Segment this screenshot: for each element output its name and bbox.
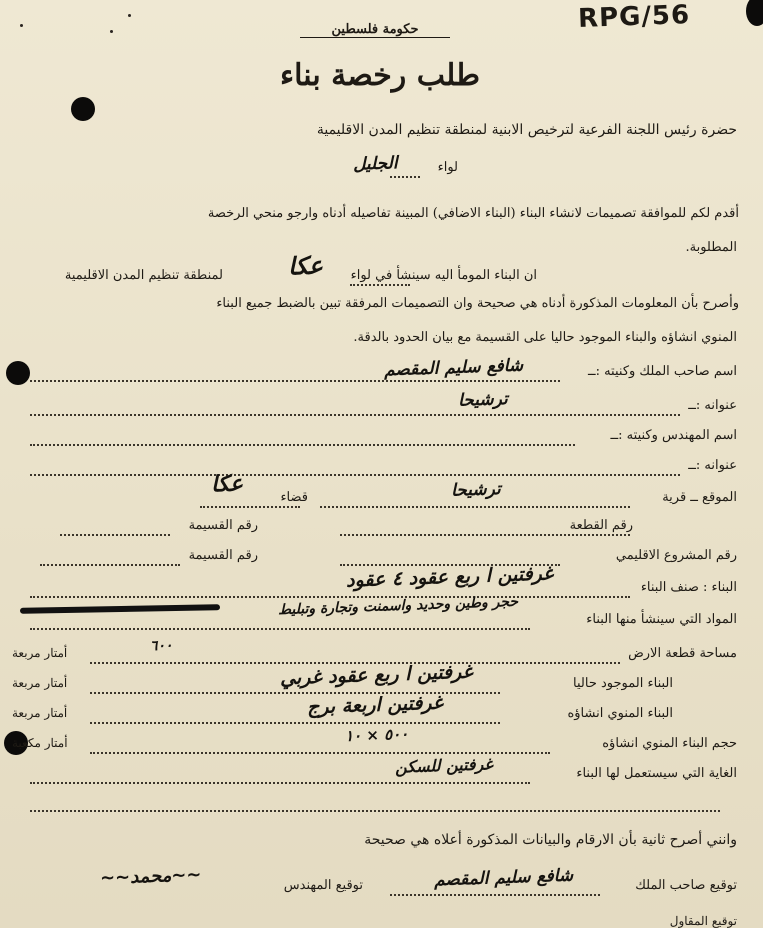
paragraph-2-dots [350, 284, 410, 286]
purpose-value: غرفتين للسكن [394, 754, 494, 777]
parcel-number-label-2: رقم القسيمة [188, 548, 258, 563]
paragraph-1-line-2: المطلوبة. [685, 240, 737, 255]
speck-3 [20, 24, 23, 27]
purpose-dots [30, 782, 530, 784]
binder-hole-top [71, 97, 95, 121]
paragraph-2-prefix: ان البناء المومأ اليه سينشأ في لواء [350, 268, 537, 283]
addressee-line: حضرة رئيس اللجنة الفرعية لترخيص الابنية لمنطقة تنظيم المدن الاقليمية [316, 122, 737, 138]
owner-name-dots [30, 380, 560, 382]
proposed-building-value: غرفتين اربعة برج [306, 691, 444, 719]
purpose-label: الغاية التي سيستعمل لها البناء [576, 766, 737, 781]
proposed-building-unit: أمتار مربعة [12, 706, 68, 720]
location-dots [320, 506, 630, 508]
existing-building-unit: أمتار مربعة [12, 676, 68, 690]
engineer-name-label: اسم المهندس وكنيته :ــ [610, 428, 737, 443]
existing-building-value: غرفتين ا ربع عقود غربي [280, 660, 474, 690]
land-area-dots [90, 662, 620, 664]
plot-number-label: رقم القطعة [569, 518, 633, 533]
reference-number: RPG/56 [577, 0, 691, 34]
existing-building-label: البناء الموجود حاليا [573, 676, 673, 691]
paragraph-3-line-2: المنوي انشاؤه والبناء الموجود حاليا على القسيمة مع بيان الحدود بالدقة. [353, 330, 737, 345]
land-area-label: مساحة قطعة الارض [628, 646, 737, 661]
location-label: الموقع ــ قرية [662, 490, 737, 505]
district-label: لواء [437, 160, 458, 175]
materials-label: المواد التي سينشأ منها البناء [586, 612, 737, 627]
scheme-number-label: رقم المشروع الاقليمي [615, 548, 737, 563]
building-type-dots [30, 596, 630, 598]
engineer-address-label: عنوانه :ــ [688, 458, 737, 473]
building-type-value: غرفتين ا ربع عقود ٤ عقود [345, 562, 554, 592]
owner-signature-label: توقيع صاحب الملك [635, 878, 737, 893]
paragraph-2-district: عكا [287, 251, 324, 281]
materials-strikethrough [20, 604, 220, 613]
building-volume-label: حجم البناء المنوي انشاؤه [602, 736, 737, 751]
declaration-text: وانني أصرح ثانية بأن الارقام والبيانات المذكورة أعلاه هي صحيحة [364, 832, 737, 848]
parcel-number-label: رقم القسيمة [188, 518, 258, 533]
owner-name-value: شافع سليم المقصم [383, 355, 524, 381]
engineer-name-dots [30, 444, 575, 446]
district-dots [390, 176, 420, 178]
qada-dots [200, 506, 300, 508]
paragraph-1-line-1: أقدم لكم للموافقة تصميمات لانشاء البناء (البناء الاضافي) المبينة تفاصيله أدناه وارجو منحي الرخصة [207, 206, 739, 221]
page-title: طلب رخصة بناء [280, 58, 480, 93]
paragraph-2-suffix: لمنطقة تنظيم المدن الاقليمية [64, 268, 223, 283]
plot-number-dots [340, 534, 630, 536]
binder-hole-corner [746, 0, 763, 26]
parcel-number-dots [60, 534, 170, 536]
speck-1 [128, 14, 131, 17]
qada-value: عكا [210, 471, 244, 498]
binder-hole-middle [6, 361, 30, 385]
qada-label: قضاء [280, 490, 308, 505]
materials-value: حجر وطين وحديد واسمنت وتجارة وتبليط [277, 593, 519, 619]
building-volume-value: ٥٠٠ × ١٠ [344, 724, 409, 746]
district-value: الجليل [353, 153, 399, 175]
land-area-value: ٦٠٠ [150, 637, 174, 655]
engineer-address-dots [30, 474, 680, 476]
engineer-signature-label: توقيع المهندس [283, 878, 363, 893]
owner-signature: شافع سليم المقصم [433, 865, 574, 891]
proposed-building-dots [90, 722, 500, 724]
engineer-signature: ~~ﻣﺤﻤﺪ~~ [99, 864, 202, 889]
owner-address-value: ترشيحا [458, 389, 509, 411]
owner-signature-dots [390, 894, 600, 896]
land-area-unit: أمتار مربعة [12, 646, 68, 660]
purpose-dots-2 [30, 810, 720, 812]
owner-address-dots [30, 414, 680, 416]
building-volume-unit: أمتار مكعبة [12, 736, 68, 750]
owner-address-label: عنوانه :ــ [688, 398, 737, 413]
building-type-label: البناء : صنف البناء [640, 580, 737, 595]
materials-dots [30, 628, 530, 630]
location-value: ترشيحا [451, 479, 502, 501]
proposed-building-label: البناء المنوي انشاؤه [567, 706, 673, 721]
owner-name-label: اسم صاحب الملك وكنيته :ــ [587, 364, 737, 379]
parcel-number-dots-2 [40, 564, 180, 566]
contractor-signature-label: توقيع المقاول [669, 914, 737, 928]
speck-2 [110, 30, 113, 33]
paragraph-3-line-1: وأصرح بأن المعلومات المذكورة أدناه هي صحيحة وان التصميمات المرفقة تبين بالضبط جميع البناء [216, 296, 739, 311]
government-header: حكومة فلسطين [300, 22, 450, 38]
